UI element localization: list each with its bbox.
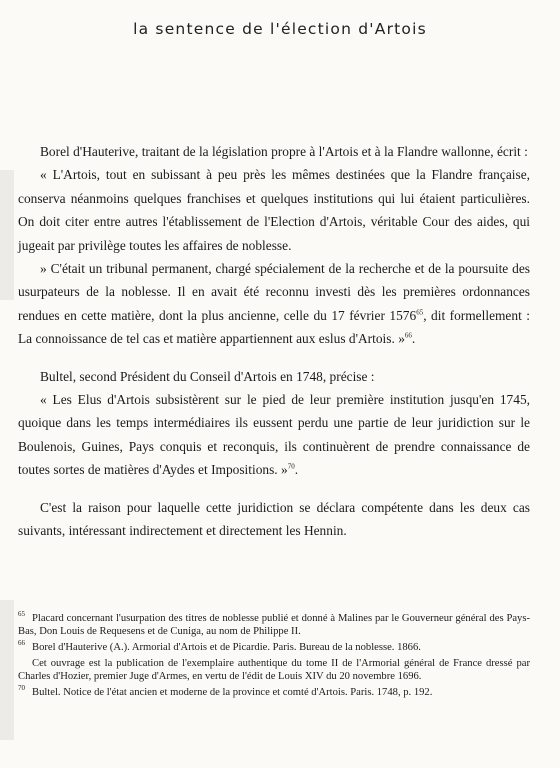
footnote <box>18 657 530 683</box>
paragraph-quote-2 <box>18 257 530 351</box>
quote-2-text-cont: , dit formellement : La connoissance de tel cas et matière appartiennent aux eslus d'Artois. » <box>18 307 530 347</box>
main-text <box>18 140 530 543</box>
footnote-ref-66: 66 <box>404 331 412 340</box>
page-title: la sentence de l'élection d'Artois <box>133 20 427 38</box>
footnote-ref-65: 65 <box>416 308 424 317</box>
paragraph-conclusion: C'est la raison pour laquelle cette juridiction se déclara compétente dans les deux cas suivants, intéressant indirectement et directement les Hennin. <box>18 499 530 539</box>
paragraph-quote-3 <box>18 388 530 482</box>
footnotes <box>18 612 530 701</box>
footnote: 65 Placard concernant l'usurpation des titres de noblesse publié et donné à Malines par le Gouverneur général des Pays-Bas, Don Louis de Requesens et de Cuniga, au nom de Philippe II. <box>18 610 530 638</box>
scan-edge-shadow <box>0 170 14 300</box>
quote-3-text: « Les Elus d'Artois subsistèrent sur le pied de leur première institution jusqu'en 1745, quoique dans les temps intermédiaires ils eussent perdu une partie de leur juridiction sur le Boulenois, Guines, Pays conquis et reconquis, ils continuèrent de prendre connaissance de toutes sortes de matières d'Aydes et Impositions. » <box>18 392 530 478</box>
footnote: 66 Borel d'Hauterive (A.). Armorial d'Artois et de Picardie. Paris. Bureau de la noblesse. 1866. <box>18 639 421 653</box>
footnote-text: Placard concernant l'usurpation des titres de noblesse publié et donné à Malines par le Gouverneur général des Pays-Bas, Don Louis de Requesens et de Cuniga, au nom de Philippe II. <box>18 613 530 638</box>
scan-edge-shadow-lower <box>0 600 14 740</box>
paragraph-bultel: Bultel, second Président du Conseil d'Artois en 1748, précise : <box>40 368 375 384</box>
paragraph-quote-1: « L'Artois, tout en subissant à peu près les mêmes destinées que la Flandre française, conserva néanmoins quelques franchises et quelques institutions qui lui étaient particulières. On doit citer entre autres l'établissement de l'Election d'Artois, véritable Cour des aides, qui jugeait par privilège toutes les affaires de noblesse. <box>18 167 530 253</box>
footnote-text: Borel d'Hauterive (A.). Armorial d'Artois et de Picardie. Paris. Bureau de la noblesse. 1866. <box>32 641 421 653</box>
paragraph-intro: Borel d'Hauterive, traitant de la législation propre à l'Artois et à la Flandre wallonne, écrit : <box>40 144 528 159</box>
footnote-text: Cet ouvrage est la publication de l'exemplaire authentique du tome II de l'Armorial général de France dressé par Charles d'Hozier, premier Juge d'Armes, en vertu de l'édit de Louis XIV du 20 novembre 1696. <box>18 657 530 682</box>
footnote: 70 Bultel. Notice de l'état ancien et moderne de la province et comté d'Artois. Paris. 1748, p. 192. <box>18 683 433 698</box>
footnote-ref-70: 70 <box>287 462 295 471</box>
footnote-text: Bultel. Notice de l'état ancien et moderne de la province et comté d'Artois. Paris. 1748, p. 192. <box>32 686 433 698</box>
quote-2-end: . <box>411 331 416 347</box>
quote-2-text: » C'était un tribunal permanent, chargé spécialement de la recherche et de la poursuite des usurpateurs de la noblesse. Il en avait été reconnu investi dès les premières ordonnances rendues en cette matière, dont la plus ancienne, celle du 17 février 1576 <box>18 261 530 323</box>
quote-3-end: . <box>294 462 299 478</box>
